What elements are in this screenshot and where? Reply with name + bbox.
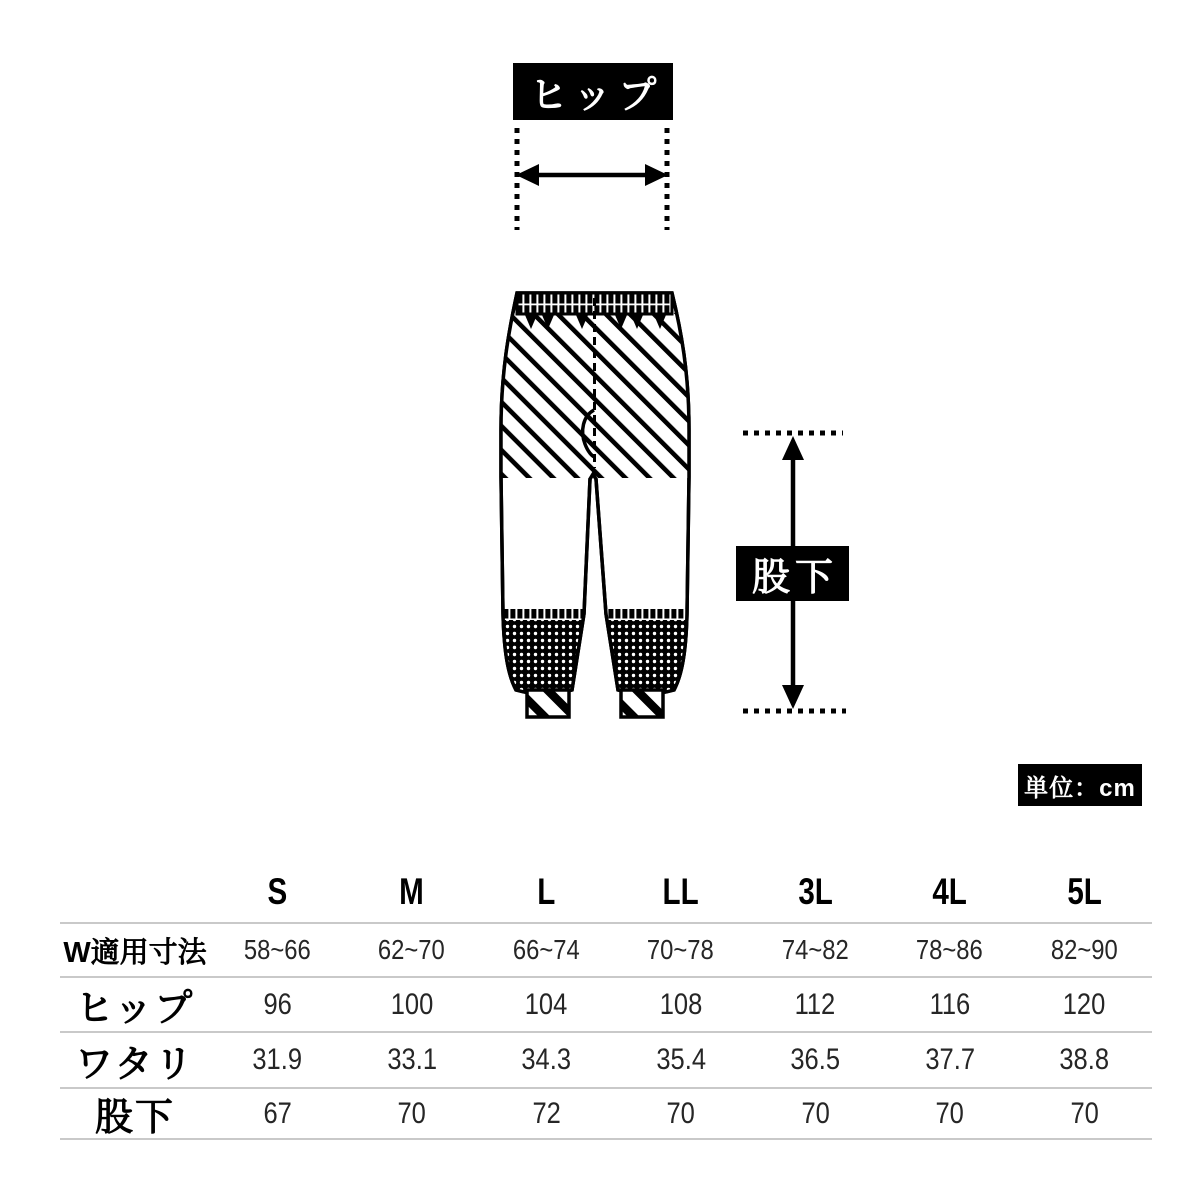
hip-dimension: [516, 128, 668, 230]
pants-illustration: [495, 293, 695, 717]
column-header-m: M: [399, 871, 425, 912]
size-value-cell: 120: [1017, 976, 1152, 1031]
column-header-l: L: [537, 871, 556, 912]
column-header-4l: 4L: [932, 871, 968, 912]
size-value-cell: 70: [883, 1087, 1018, 1140]
size-value-cell: 78~86: [883, 922, 1018, 976]
size-value-cell: 67: [210, 1087, 345, 1140]
size-value-cell: 58~66: [210, 922, 345, 976]
hip-label: ヒップ: [513, 63, 673, 120]
size-value-cell: 66~74: [479, 922, 614, 976]
size-value-cell: 37.7: [883, 1031, 1018, 1087]
size-value-cell: 70~78: [614, 922, 749, 976]
size-value-cell: 31.9: [210, 1031, 345, 1087]
size-value-cell: 116: [883, 976, 1018, 1031]
size-value-cell: 104: [479, 976, 614, 1031]
row-label-hip: ヒップ: [60, 976, 210, 1031]
size-value-cell: 74~82: [748, 922, 883, 976]
column-header-ll: LL: [662, 871, 699, 912]
cuff-rib-knit: [495, 620, 695, 691]
size-value-cell: 62~70: [345, 922, 480, 976]
size-value-cell: 96: [210, 976, 345, 1031]
table-corner: [60, 862, 210, 922]
column-header-5l: 5L: [1066, 871, 1102, 912]
hip-width-arrow-icon: [516, 164, 668, 186]
size-value-cell: 112: [748, 976, 883, 1031]
left-ankle-cuff: [527, 690, 569, 717]
size-value-cell: 36.5: [748, 1031, 883, 1087]
size-value-cell: 70: [748, 1087, 883, 1140]
row-label-waist-range: W適用寸法: [60, 922, 210, 976]
size-value-cell: 70: [1017, 1087, 1152, 1140]
size-value-cell: 34.3: [479, 1031, 614, 1087]
size-value-cell: 33.1: [345, 1031, 480, 1087]
right-ankle-cuff: [621, 690, 663, 717]
column-header-s: S: [267, 871, 288, 912]
row-label-thigh: ワタリ: [60, 1031, 210, 1087]
size-value-cell: 100: [345, 976, 480, 1031]
size-value-cell: 72: [479, 1087, 614, 1140]
inseam-label: 股下: [736, 546, 849, 601]
size-value-cell: 35.4: [614, 1031, 749, 1087]
column-header-3l: 3L: [797, 871, 833, 912]
cuff-rib-top-band: [495, 609, 695, 620]
size-table: [60, 862, 1152, 1140]
size-value-cell: 38.8: [1017, 1031, 1152, 1087]
size-value-cell: 70: [345, 1087, 480, 1140]
size-value-cell: 108: [614, 976, 749, 1031]
unit-badge: 単位：cm: [1018, 764, 1142, 806]
row-label-inseam: 股下: [60, 1087, 210, 1140]
size-value-cell: 70: [614, 1087, 749, 1140]
size-value-cell: 82~90: [1017, 922, 1152, 976]
